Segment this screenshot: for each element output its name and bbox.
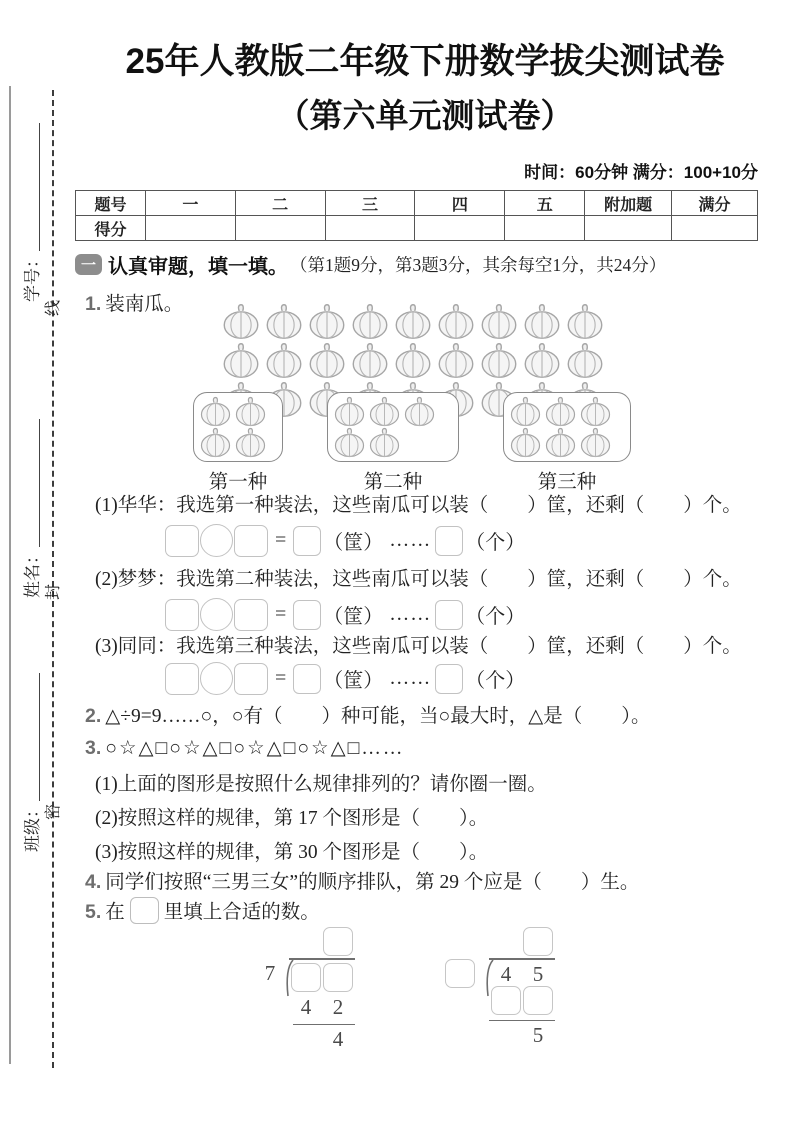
dividend-box	[291, 963, 321, 992]
answer-box	[293, 526, 321, 556]
answer-box	[165, 663, 199, 695]
seal-dashed-line	[52, 90, 54, 1068]
pumpkin-icon	[307, 342, 347, 379]
question-4-text: 同学们按照“三男三女”的顺序排队，第 29 个应是（ ）生。	[105, 872, 640, 893]
equation-row-1	[165, 524, 527, 557]
class-label: 班级：	[23, 801, 42, 852]
basket-option-3	[503, 392, 631, 462]
pumpkin-icon	[221, 303, 261, 340]
page-subtitle: （第六单元测试卷）	[276, 97, 574, 134]
section-1-score-note: （第1题9分，第3题3分，其余每空1分，共24分）	[290, 255, 667, 275]
answer-box	[435, 526, 463, 556]
pumpkin-icon	[367, 396, 402, 427]
answer-box	[293, 600, 321, 630]
subtraction-line	[489, 1020, 555, 1021]
dividend-tens-digit: 4	[500, 962, 512, 986]
page-edge-line	[9, 86, 11, 1064]
pumpkin-icon	[264, 342, 304, 379]
question-5	[85, 896, 320, 924]
answer-box	[293, 664, 321, 694]
pumpkin-icon	[233, 427, 268, 458]
question-3-sub-2: (2)按照这样的规律，第 17 个图形是（ ）。	[95, 808, 489, 829]
score-cell	[672, 216, 758, 241]
pumpkin-icon	[307, 303, 347, 340]
pumpkin-icon	[221, 342, 261, 379]
score-cell	[235, 216, 325, 241]
pumpkin-icon	[393, 303, 433, 340]
name-field	[18, 419, 43, 598]
pumpkin-icon	[436, 303, 476, 340]
unit-baskets: （筐）	[323, 606, 384, 628]
pumpkin-icon	[543, 427, 578, 458]
equation-row-3	[165, 662, 527, 695]
score-table-header-row	[76, 191, 758, 216]
student-id-blank	[25, 123, 40, 251]
pumpkin-icon	[367, 427, 402, 458]
seal-char-mi: 密	[45, 803, 62, 820]
sub-text: 同同：我选第三种装法，这些南瓜可以装（ ）筐，还剩（ ）个。	[117, 636, 742, 657]
quotient-box	[323, 927, 353, 956]
question-1-sub-1	[95, 489, 742, 517]
operator-circle	[200, 524, 233, 557]
pumpkin-icon	[565, 303, 605, 340]
question-3-sub-3: (3)按照这样的规律，第 30 个图形是（ ）。	[95, 842, 489, 863]
equation-row-2	[165, 598, 527, 631]
quotient-box	[523, 927, 553, 956]
pumpkin-icon	[436, 342, 476, 379]
pumpkin-icon	[578, 427, 613, 458]
dividend-box	[323, 963, 353, 992]
score-cell	[505, 216, 585, 241]
question-1-sub-3	[95, 630, 742, 658]
header-extra-credit: 附加题	[585, 191, 672, 216]
remainder-dots: ……	[389, 603, 432, 625]
equals-sign: =	[275, 529, 287, 551]
division-vinculum	[489, 958, 555, 960]
pumpkin-icon	[264, 303, 304, 340]
question-3-number: 3.	[85, 737, 102, 759]
division-vinculum	[289, 958, 355, 960]
pumpkin-icon	[393, 342, 433, 379]
name-blank	[25, 419, 40, 547]
section-1-badge-icon: 一	[75, 254, 102, 275]
basket-options	[75, 392, 775, 494]
product-tens-digit: 4	[300, 995, 312, 1019]
subtraction-line	[293, 1024, 355, 1025]
score-table	[75, 190, 758, 241]
header-col-2: 二	[235, 191, 325, 216]
answer-box	[165, 599, 199, 631]
student-id-field	[18, 123, 43, 302]
unit-pieces: （个）	[465, 606, 526, 628]
page-title: 25年人教版二年级下册数学拔尖测试卷	[125, 42, 725, 81]
unit-pieces: （个）	[465, 532, 526, 554]
class-blank	[25, 673, 40, 801]
fill-in-box	[130, 897, 159, 924]
equals-sign: =	[275, 667, 287, 689]
equals-sign: =	[275, 603, 287, 625]
answer-box	[234, 599, 268, 631]
pumpkin-icon	[578, 396, 613, 427]
class-field	[18, 673, 43, 852]
product-box	[491, 986, 521, 1015]
pumpkin-icon	[233, 396, 268, 427]
answer-box	[165, 525, 199, 557]
score-cell	[585, 216, 672, 241]
basket-option-2-label: 第二种	[363, 472, 423, 493]
question-1	[85, 288, 183, 316]
pumpkin-icon	[332, 427, 367, 458]
remainder-dots: ……	[389, 667, 432, 689]
score-cell	[145, 216, 235, 241]
question-2-text: △÷9=9……○，○有（ ）种可能，当○最大时，△是（ ）。	[105, 706, 651, 727]
student-id-label: 学号：	[23, 251, 42, 302]
basket-option-1	[193, 392, 283, 462]
operator-circle	[200, 598, 233, 631]
score-row-label: 得分	[76, 216, 146, 241]
question-4-number: 4.	[85, 871, 102, 893]
pumpkin-icon	[198, 427, 233, 458]
long-division-left	[245, 925, 375, 1070]
sub-text: 华华：我选第一种装法，这些南瓜可以装（ ）筐，还剩（ ）个。	[117, 495, 742, 516]
question-1-number: 1.	[85, 293, 102, 315]
question-5-number: 5.	[85, 901, 102, 923]
pumpkin-icon	[198, 396, 233, 427]
question-3	[85, 736, 404, 760]
product-box	[523, 986, 553, 1015]
question-2	[85, 700, 651, 728]
basket-option-1-label: 第一种	[208, 472, 268, 493]
pumpkin-icon	[565, 342, 605, 379]
remainder-digit: 4	[332, 1027, 344, 1051]
answer-box	[234, 525, 268, 557]
sub-text: 梦梦：我选第二种装法，这些南瓜可以装（ ）筐，还剩（ ）个。	[117, 569, 742, 590]
sub-number: (1)	[95, 495, 118, 516]
score-cell	[325, 216, 415, 241]
score-table-score-row	[76, 216, 758, 241]
question-1-text: 装南瓜。	[105, 294, 184, 315]
operator-circle	[200, 662, 233, 695]
basket-option-2	[327, 392, 459, 462]
question-5-text-after: 里填上合适的数。	[163, 902, 320, 923]
sub-number: (2)	[95, 569, 118, 590]
unit-pieces: （个）	[465, 670, 526, 692]
question-4	[85, 866, 639, 894]
seal-char-feng: 封	[45, 583, 62, 600]
pumpkin-icon	[332, 396, 367, 427]
answer-box	[234, 663, 268, 695]
pumpkin-icon	[508, 427, 543, 458]
pumpkin-icon	[350, 342, 390, 379]
divisor-box	[445, 959, 475, 988]
question-1-sub-2	[95, 563, 742, 591]
unit-baskets: （筐）	[323, 532, 384, 554]
pumpkin-icon	[479, 342, 519, 379]
pumpkin-icon	[543, 396, 578, 427]
remainder-digit: 5	[532, 1023, 544, 1047]
product-ones-digit: 2	[332, 995, 344, 1019]
answer-box	[435, 600, 463, 630]
question-5-text-before: 在	[105, 902, 125, 923]
header-col-3: 三	[325, 191, 415, 216]
header-col-5: 五	[505, 191, 585, 216]
header-question-no: 题号	[76, 191, 146, 216]
time-score-info: 时间：60分钟 满分：100+10分	[524, 163, 758, 182]
paper-content	[75, 0, 775, 1122]
section-1-title: 认真审题，填一填。	[108, 256, 288, 278]
pumpkin-icon	[479, 303, 519, 340]
pumpkin-icon	[522, 303, 562, 340]
pumpkin-icon	[350, 303, 390, 340]
unit-baskets: （筐）	[323, 670, 384, 692]
header-col-1: 一	[145, 191, 235, 216]
question-2-number: 2.	[85, 705, 102, 727]
answer-box	[435, 664, 463, 694]
header-full-score: 满分	[672, 191, 758, 216]
header-col-4: 四	[415, 191, 505, 216]
long-division-right	[445, 925, 575, 1070]
pumpkin-icon	[508, 396, 543, 427]
basket-option-3-label: 第三种	[537, 472, 597, 493]
dividend-ones-digit: 5	[532, 962, 544, 986]
sub-number: (3)	[95, 636, 118, 657]
question-3-sub-1: (1)上面的图形是按照什么规律排列的？请你圈一圈。	[95, 774, 547, 795]
remainder-dots: ……	[389, 529, 432, 551]
score-cell	[415, 216, 505, 241]
name-label: 姓名：	[23, 547, 42, 598]
shape-sequence: ○☆△□○☆△□○☆△□○☆△□……	[105, 738, 405, 759]
pumpkin-icon	[522, 342, 562, 379]
seal-char-line: 线	[45, 299, 62, 316]
pumpkin-icon	[402, 396, 437, 427]
section-1-heading	[75, 250, 775, 279]
divisor-digit: 7	[264, 961, 276, 985]
